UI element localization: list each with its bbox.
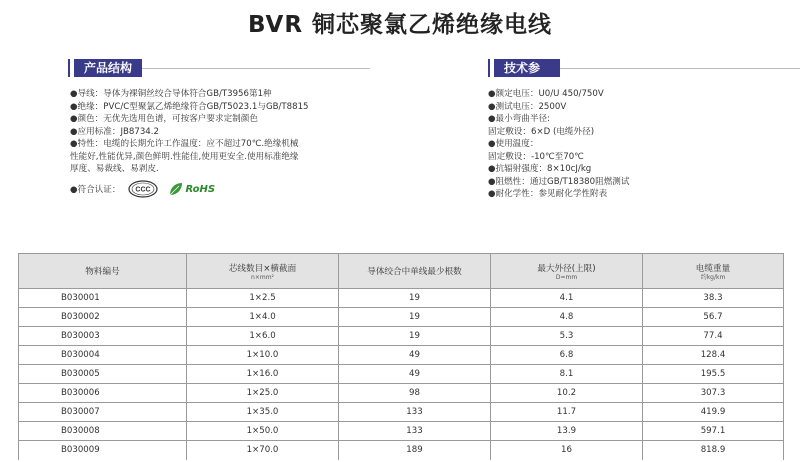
param-line: ●耐化学性：参见耐化学性附表 — [488, 189, 608, 199]
tech-params-heading — [488, 59, 800, 93]
param-line: ●额定电压：U0/U 450/750V — [488, 89, 604, 99]
cross-section-cell: 1×4.0 — [187, 308, 339, 327]
table-row — [19, 346, 784, 365]
table-row — [19, 441, 784, 460]
material-code-cell: B030004 — [19, 346, 187, 365]
table-row — [19, 403, 784, 422]
max-diameter-cell: 5.3 — [491, 327, 643, 346]
spec-table — [18, 253, 784, 460]
cable-weight-cell: 419.9 — [643, 403, 784, 422]
column-unit: n×mm² — [251, 273, 274, 281]
column-header: 最大外径(上限) D=mm — [491, 254, 643, 289]
structure-line: ●特性：电缆的长期允许工作温度：应不超过70℃.绝缘机械 — [70, 139, 299, 149]
page-title: BVR 铜芯聚氯乙烯绝缘电线 — [247, 12, 553, 38]
tech-params-text — [488, 88, 748, 201]
table-header-row — [19, 254, 784, 289]
column-header: 电缆重量 约kg/km — [643, 254, 784, 289]
table-row — [19, 289, 784, 308]
structure-line: ●导线：导体为裸铜丝绞合导体符合GB/T3956第1种 — [70, 89, 272, 99]
structure-line: ●绝缘：PVC/C型聚氯乙烯绝缘符合GB/T5023.1与GB/T8815 — [70, 101, 309, 112]
table-row — [19, 384, 784, 403]
structure-line: 厚度、易裁线、易剥皮. — [70, 164, 159, 174]
column-unit: D=mm — [555, 273, 578, 281]
cable-weight-cell: 77.4 — [643, 327, 784, 346]
material-code-cell: B030005 — [19, 365, 187, 384]
table-row — [19, 422, 784, 441]
material-code-cell: B030007 — [19, 403, 187, 422]
table-row — [19, 308, 784, 327]
leaf-icon — [168, 181, 184, 197]
certification-label: ●符合认证： — [70, 185, 121, 195]
product-structure-text — [70, 88, 345, 176]
material-code-cell: B030009 — [19, 441, 187, 460]
cross-section-cell: 1×35.0 — [187, 403, 339, 422]
tech-params-label: 技术参数 — [494, 59, 560, 77]
param-line: 固定敷设：6×D (电缆外径) — [488, 126, 595, 137]
param-line: ●使用温度： — [488, 139, 539, 149]
min-strands-cell: 189 — [339, 441, 491, 460]
ccc-certification-icon — [128, 180, 158, 198]
param-line: ●阻燃性：通过GB/T18380阻燃测试 — [488, 176, 630, 187]
max-diameter-cell: 16 — [491, 441, 643, 460]
min-strands-cell: 49 — [339, 365, 491, 384]
cross-section-cell: 1×16.0 — [187, 365, 339, 384]
structure-line: ●颜色：无优先选用色谱，可按客户要求定制颜色 — [70, 114, 258, 124]
ccc-text: CCC — [135, 186, 152, 194]
heading-accent-bar — [488, 59, 490, 77]
material-code-cell: B030001 — [19, 289, 187, 308]
material-code-cell: B030003 — [19, 327, 187, 346]
column-header: 芯线数目×横截面 n×mm² — [187, 254, 339, 289]
structure-line: ●应用标准：JB8734.2 — [70, 126, 159, 137]
cross-section-cell: 1×6.0 — [187, 327, 339, 346]
rohs-text: RoHS — [185, 183, 216, 195]
cross-section-cell: 1×25.0 — [187, 384, 339, 403]
cable-weight-cell: 195.5 — [643, 365, 784, 384]
cross-section-cell: 1×70.0 — [187, 441, 339, 460]
max-diameter-cell: 4.1 — [491, 289, 643, 308]
product-structure-label: 产品结构 — [74, 59, 142, 77]
min-strands-cell: 19 — [339, 289, 491, 308]
material-code-cell: B030008 — [19, 422, 187, 441]
heading-rule — [142, 68, 370, 69]
min-strands-cell: 133 — [339, 403, 491, 422]
column-header: 导体绞合中单线最少根数 — [339, 254, 491, 289]
column-unit: 约kg/km — [700, 273, 726, 281]
structure-line: 性能好,性能优异,颜色鲜明.性能佳,使用更安全.使用标准绝缘 — [70, 151, 299, 162]
cable-weight-cell: 128.4 — [643, 346, 784, 365]
material-code-cell: B030002 — [19, 308, 187, 327]
max-diameter-cell: 11.7 — [491, 403, 643, 422]
min-strands-cell: 19 — [339, 327, 491, 346]
product-structure-heading — [68, 59, 370, 77]
param-line: 固定敷设：-10℃至70℃ — [488, 151, 584, 162]
max-diameter-cell: 4.8 — [491, 308, 643, 327]
min-strands-cell: 19 — [339, 308, 491, 327]
cross-section-cell: 1×10.0 — [187, 346, 339, 365]
table-row — [19, 365, 784, 384]
param-line: ●抗辐射强度：8×10cJ/kg — [488, 164, 592, 174]
cable-weight-cell: 307.3 — [643, 384, 784, 403]
cross-section-cell: 1×50.0 — [187, 422, 339, 441]
material-code-cell: B030006 — [19, 384, 187, 403]
column-header: 物料编号 — [19, 254, 187, 289]
param-line: ●测试电压：2500V — [488, 101, 567, 112]
cable-weight-cell: 38.3 — [643, 289, 784, 308]
max-diameter-cell: 13.9 — [491, 422, 643, 441]
cable-weight-cell: 597.1 — [643, 422, 784, 441]
min-strands-cell: 49 — [339, 346, 491, 365]
heading-rule — [560, 68, 800, 69]
cross-section-cell: 1×2.5 — [187, 289, 339, 308]
cable-weight-cell: 818.9 — [643, 441, 784, 460]
max-diameter-cell: 8.1 — [491, 365, 643, 384]
max-diameter-cell: 6.8 — [491, 346, 643, 365]
min-strands-cell: 133 — [339, 422, 491, 441]
certification-row — [70, 180, 215, 198]
heading-accent-bar — [68, 59, 70, 77]
table-row — [19, 327, 784, 346]
param-line: ●最小弯曲半径: — [488, 114, 550, 124]
min-strands-cell: 98 — [339, 384, 491, 403]
cable-weight-cell: 56.7 — [643, 308, 784, 327]
max-diameter-cell: 10.2 — [491, 384, 643, 403]
rohs-badge — [168, 181, 215, 197]
